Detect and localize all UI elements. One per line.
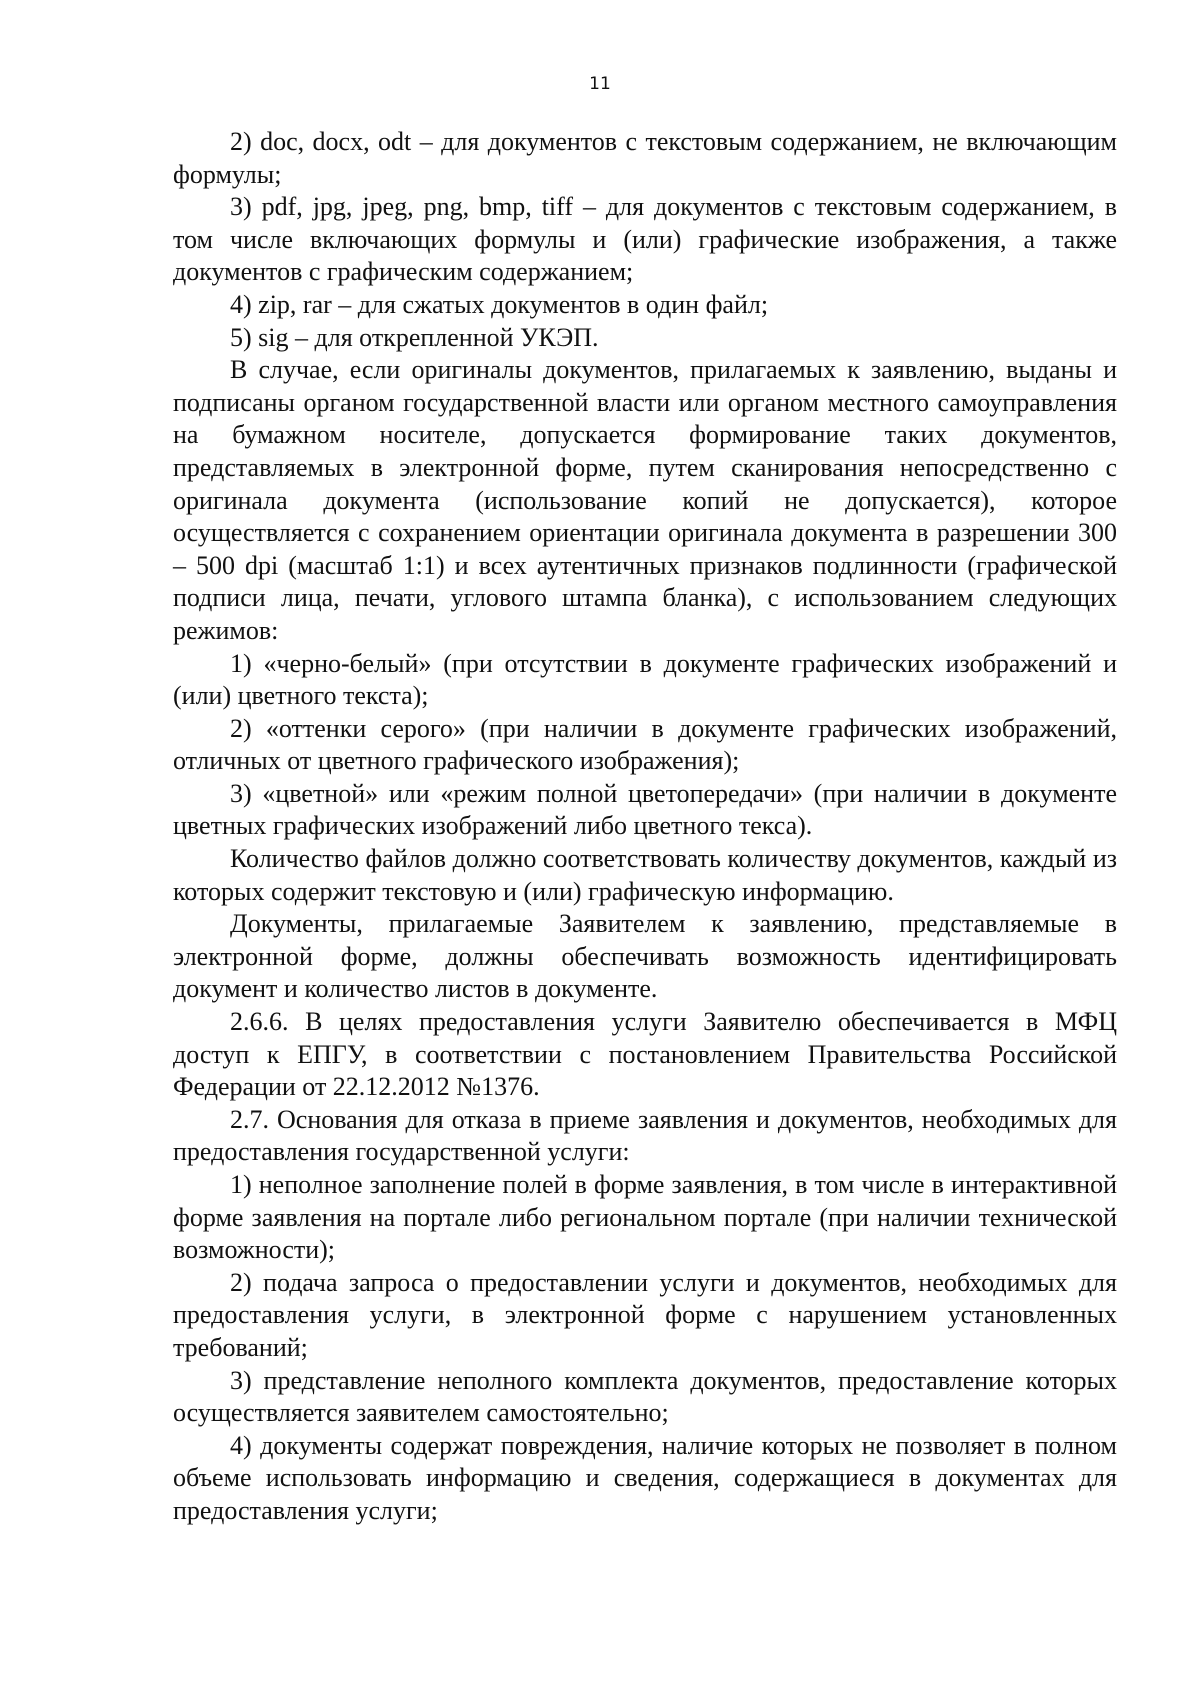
paragraph-format-zip: 4) zip, rar – для сжатых документов в один файл; bbox=[230, 289, 769, 319]
paragraph-2-6-6: 2.6.6. В целях предоставления услуги Заявителю обеспечивается в МФЦ доступ к ЕПГУ, в соответствии с постановлением Правительства Российской Федерации от 22.12.2012 №1376. bbox=[173, 1007, 1117, 1102]
paragraph-format-pdf: 3) pdf, jpg, jpeg, png, bmp, tiff – для документов с текстовым содержанием, в том числе включающих формулы и (или) графические изображения, а также документов с графическим содержанием; bbox=[173, 192, 1117, 287]
paragraph-mode-grayscale: 2) «оттенки серого» (при наличии в документе графических изображений, отличных от цветного графического изображения); bbox=[173, 713, 1117, 776]
paragraph-refusal-4: 4) документы содержат повреждения, наличие которых не позволяет в полном объеме использовать информацию и сведения, содержащиеся в документах для предоставления услуги; bbox=[173, 1430, 1117, 1525]
paragraph-mode-color: 3) «цветной» или «режим полной цветопередачи» (при наличии в документе цветных графических изображений либо цветного текса). bbox=[173, 778, 1117, 841]
paragraph-2-7: 2.7. Основания для отказа в приеме заявления и документов, необходимых для предоставления государственной услуги: bbox=[173, 1104, 1117, 1167]
paragraph-refusal-3: 3) представление неполного комплекта документов, предоставление которых осуществляется заявителем самостоятельно; bbox=[173, 1365, 1117, 1428]
document-body bbox=[173, 126, 1117, 1528]
paragraph-format-doc: 2) doc, docx, odt – для документов с текстовым содержанием, не включающим формулы; bbox=[173, 127, 1117, 189]
paragraph-refusal-1: 1) неполное заполнение полей в форме заявления, в том числе в интерактивной форме заявления на портале либо региональном портале (при наличии технической возможности); bbox=[173, 1170, 1117, 1265]
paragraph-mode-bw: 1) «черно-белый» (при отсутствии в документе графических изображений и (или) цветного текста); bbox=[173, 648, 1117, 711]
paragraph-identification: Документы, прилагаемые Заявителем к заявлению, представляемые в электронной форме, должны обеспечивать возможность идентифицировать документ и количество листов в документе. bbox=[173, 909, 1117, 1004]
page-number: 11 bbox=[589, 74, 611, 94]
paragraph-refusal-2: 2) подача запроса о предоставлении услуги и документов, необходимых для предоставления услуги, в электронной форме с нарушением установленных требований; bbox=[173, 1267, 1117, 1362]
paragraph-format-sig: 5) sig – для открепленной УКЭП. bbox=[230, 322, 599, 352]
paragraph-scanning-rules: В случае, если оригиналы документов, прилагаемых к заявлению, выданы и подписаны органом государственной власти или органом местного самоуправления на бумажном носителе, допускается формирование таких документов, представляемых в электронной форме, путем сканирования непосредственно с оригинала документа (использование копий не допускается), которое осуществляется с сохранением ориентации оригинала документа в разрешении 300 – 500 dpi (масштаб 1:1) и всех аутентичных признаков подлинности (графической подписи лица, печати, углового штампа бланка), с использованием следующих режимов: bbox=[173, 355, 1117, 645]
paragraph-file-count: Количество файлов должно соответствовать количеству документов, каждый из которых содержит текстовую и (или) графическую информацию. bbox=[173, 844, 1117, 906]
